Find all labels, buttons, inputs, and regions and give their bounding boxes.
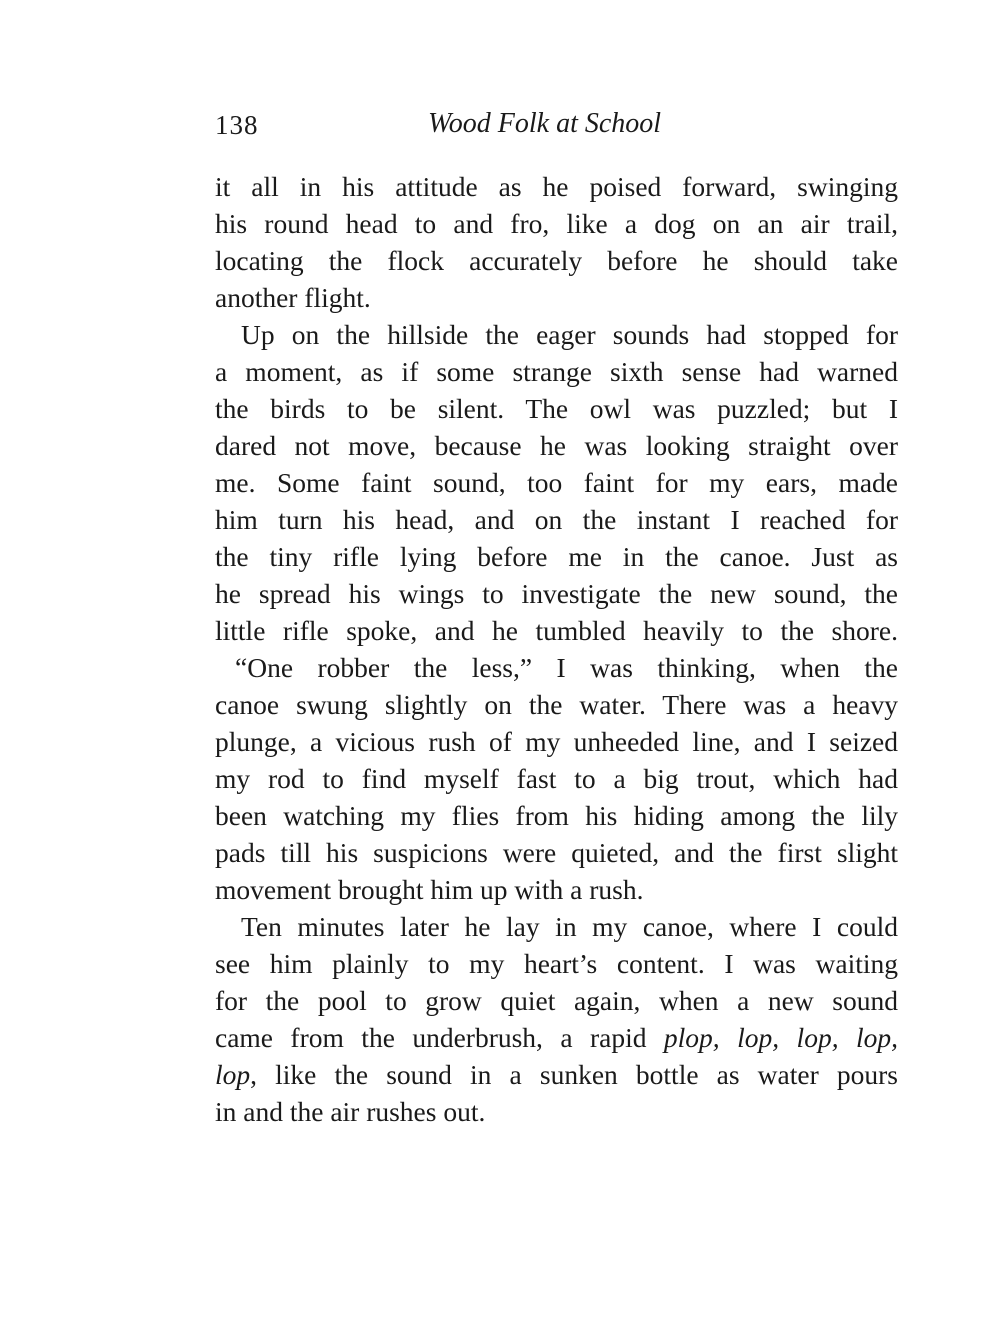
italic-sound-words: plop, lop, lop, lop,	[663, 1022, 899, 1053]
text-line: dared not move, because he was looking straight over	[215, 430, 898, 461]
text-line	[215, 1019, 898, 1056]
text-line: been watching my flies from his hiding among the lily	[215, 800, 898, 831]
text-line: a moment, as if some strange sixth sense had warned	[215, 356, 898, 387]
text-run: came from the underbrush, a rapid	[215, 1022, 664, 1053]
text-line: the birds to be silent. The owl was puzzled; but I	[215, 393, 898, 424]
text-line: he spread his wings to investigate the new sound, the	[215, 578, 898, 609]
text-line: it all in his attitude as he poised forward, swinging	[215, 171, 898, 202]
italic-sound-word: lop	[215, 1059, 251, 1090]
text-line: “One robber the less,” I was thinking, when the	[235, 652, 898, 683]
paragraph-3	[215, 649, 898, 908]
paragraph-1	[215, 168, 898, 316]
text-line: canoe swung slightly on the water. There was a heavy	[215, 689, 898, 720]
text-line: him turn his head, and on the instant I reached for	[215, 504, 898, 535]
text-line	[215, 1056, 898, 1093]
text-line: me. Some faint sound, too faint for my ears, made	[215, 467, 898, 498]
text-line: Up on the hillside the eager sounds had stopped for	[241, 319, 898, 350]
text-line: another flight.	[215, 282, 371, 313]
text-line: plunge, a vicious rush of my unheeded line, and I seized	[215, 726, 898, 757]
running-head	[215, 110, 900, 150]
text-line: in and the air rushes out.	[215, 1096, 486, 1127]
text-line: see him plainly to my heart’s content. I was waiting	[215, 948, 898, 979]
running-title: Wood Folk at School	[428, 108, 662, 139]
page-number: 138	[215, 110, 259, 140]
text-line: movement brought him up with a rush.	[215, 874, 644, 905]
text-line: his round head to and fro, like a dog on an air trail,	[215, 208, 898, 239]
body-text	[215, 168, 898, 1130]
text-line: Ten minutes later he lay in my canoe, where I could	[241, 911, 898, 942]
text-line: the tiny rifle lying before me in the canoe. Just as	[215, 541, 898, 572]
text-run: , like the sound in a sunken bottle as water pours	[250, 1059, 898, 1090]
text-line: my rod to find myself fast to a big trout, which had	[215, 763, 898, 794]
text-line: for the pool to grow quiet again, when a new sound	[215, 985, 898, 1016]
text-line: locating the flock accurately before he should take	[215, 245, 898, 276]
text-line: pads till his suspicions were quieted, and the first slight	[215, 837, 898, 868]
text-line: little rifle spoke, and he tumbled heavily to the shore.	[215, 615, 898, 646]
paragraph-2	[215, 316, 898, 649]
paragraph-4	[215, 908, 898, 1130]
